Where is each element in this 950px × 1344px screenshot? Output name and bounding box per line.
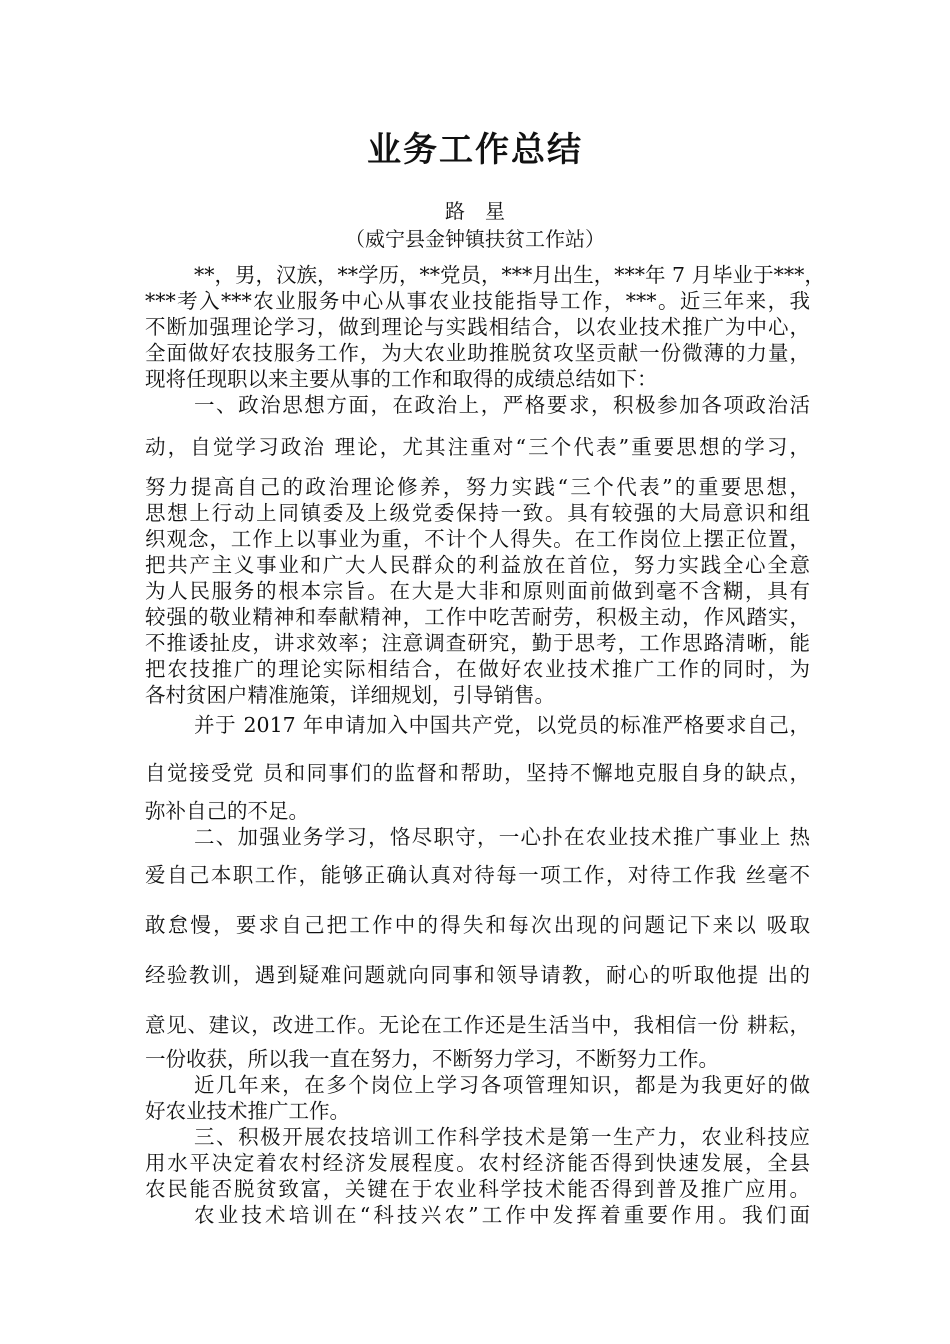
text-line: 用水平决定着农村经济发展程度。农村经济能否得到快速发展，全县 (145, 1151, 810, 1175)
text-line: 农民能否脱贫致富，关键在于农业科学技术能否得到普及推广应用。 (145, 1177, 810, 1201)
text-line: 三、积极开展农技培训工作科学技术是第一生产力，农业科技应 (194, 1125, 810, 1149)
text-line: 爱自己本职工作，能够正确认真对待每一项工作，对待工作我 丝毫不 (145, 863, 810, 887)
text-line: 一份收获，所以我一直在努力，不断努力学习，不断努力工作。 (145, 1047, 719, 1071)
author-affiliation: （威宁县金钟镇扶贫工作站） (345, 227, 605, 251)
text-line: 织观念，工作上以事业为重，不计个人得失。在工作岗位上摆正位置， (145, 527, 810, 551)
text-line: **，男，汉族，**学历，**党员，***月出生，***年 7 月毕业于***， (194, 263, 825, 287)
text-line: 经验教训，遇到疑难问题就向同事和领导请教，耐心的听取他提 出的 (145, 963, 810, 987)
text-line: 一、政治思想方面，在政治上，严格要求，积极参加各项政治活 (194, 393, 810, 417)
text-line: 为人民服务的根本宗旨。在大是大非和原则面前做到毫不含糊，具有 (145, 579, 810, 603)
text-line: 动，自觉学习政治 理论，尤其注重对“三个代表”重要思想的学习， (145, 435, 810, 459)
text-line: 思想上行动上同镇委及上级党委保持一致。具有较强的大局意识和组 (145, 501, 810, 525)
text-line: 意见、建议，改进工作。无论在工作还是生活当中，我相信一份 耕耘， (145, 1013, 810, 1037)
document-title: 业务工作总结 (367, 130, 583, 170)
text-line: 较强的敬业精神和奉献精神，工作中吃苦耐劳，积极主动，作风踏实， (145, 605, 810, 629)
text-line: 努力提高自己的政治理论修养，努力实践“三个代表”的重要思想， (145, 475, 810, 499)
text-line: 全面做好农技服务工作，为大农业助推脱贫攻坚贡献一份微薄的力量， (145, 341, 810, 365)
text-line: 不断加强理论学习，做到理论与实践相结合，以农业技术推广为中心， (145, 315, 810, 339)
text-line: 不推诿扯皮，讲求效率；注意调查研究，勤于思考，工作思路清晰，能 (145, 631, 810, 655)
text-line: 农业技术培训在“科技兴农”工作中发挥着重要作用。我们面 (194, 1203, 810, 1227)
author-name: 路 星 (445, 199, 505, 223)
text-line: 把共产主义事业和广大人民群众的利益放在首位，努力实践全心全意 (145, 553, 810, 577)
text-line: 并于 2017 年申请加入中国共产党，以党员的标准严格要求自己， (194, 713, 810, 737)
text-line: 敢怠慢，要求自己把工作中的得失和每次出现的问题记下来以 吸取 (145, 913, 810, 937)
text-line: 近几年来，在多个岗位上学习各项管理知识，都是为我更好的做 (194, 1073, 810, 1097)
text-line: 弥补自己的不足。 (145, 799, 309, 823)
text-line: 现将任现职以来主要从事的工作和取得的成绩总结如下： (145, 367, 658, 391)
text-line: ***考入***农业服务中心从事农业技能指导工作，***。近三年来，我 (145, 289, 810, 313)
text-line: 自觉接受党 员和同事们的监督和帮助，坚持不懈地克服自身的缺点， (145, 761, 810, 785)
text-line: 各村贫困户精准施策，详细规划，引导销售。 (145, 683, 555, 707)
text-line: 把农技推广的理论实际相结合，在做好农业技术推广工作的同时，为 (145, 657, 810, 681)
text-line: 二、加强业务学习，恪尽职守，一心扑在农业技术推广事业上 热 (194, 825, 810, 849)
text-line: 好农业技术推广工作。 (145, 1099, 350, 1123)
